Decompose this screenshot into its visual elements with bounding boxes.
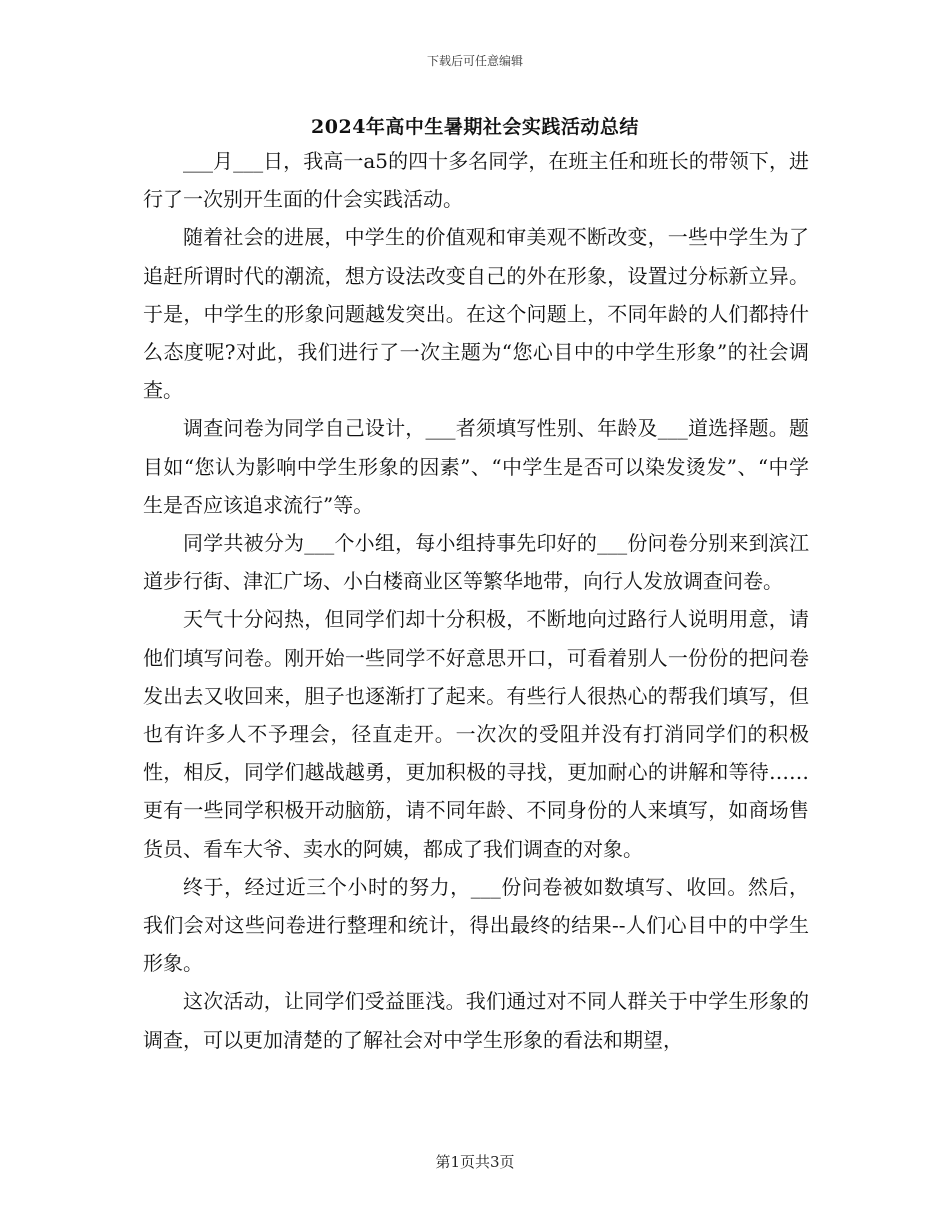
paragraph: 终于，经过近三个小时的努力，___份问卷被如数填写、收回。然后，我们会对这些问卷进行整理和统计，得出最终的结果--人们心目中的中学生形象。 [143, 874, 809, 976]
paragraph: 同学共被分为___个小组，每小组持事先印好的___份问卷分别来到滨江道步行街、津汇广场、小白楼商业区等繁华地带，向行人发放调查问卷。 [143, 531, 809, 594]
page-header-note: 下载后可任意编辑 [426, 54, 523, 68]
paragraph: 这次活动，让同学们受益匪浅。我们通过对不同人群关于中学生形象的调查，可以更加清楚的了解社会对中学生形象的看法和期望， [143, 989, 809, 1052]
paragraph: 调查问卷为同学自己设计，___者须填写性别、年龄及___道选择题。题目如“您认为影响中学生形象的因素”、“中学生是否可以染发烫发”、“中学生是否应该追求流行”等。 [143, 416, 809, 517]
document-title: 2024年高中生暑期社会实践活动总结 [311, 116, 639, 138]
paragraph: 随着社会的进展，中学生的价值观和审美观不断改变，一些中学生为了追赶所谓时代的潮流，想方设法改变自己的外在形象，设置过分标新立异。于是，中学生的形象问题越发突出。在这个问题上，不同年龄的人们都持什么态度呢?对此，我们进行了一次主题为“您心目中的中学生形象”的社会调查。 [143, 225, 809, 403]
page-number: 第1页共3页 [435, 1153, 515, 1171]
paragraph: ___月___日，我高一a5的四十多名同学，在班主任和班长的带领下，进行了一次别开生面的什会实践活动。 [143, 149, 809, 212]
document-body [143, 142, 809, 1059]
paragraph: 天气十分闷热，但同学们却十分积极，不断地向过路行人说明用意，请他们填写问卷。刚开始一些同学不好意思开口，可看着别人一份份的把问卷发出去又收回来，胆子也逐渐打了起来。有些行人很热心的帮我们填写，但也有许多人不予理会，径直走开。一次次的受阻并没有打消同学们的积极性，相反，同学们越战越勇，更加积极的寻找，更加耐心的讲解和等待……更有一些同学积极开动脑筋，请不同年龄、不同身份的人来填写，如商场售货员、看车大爷、卖水的阿姨，都成了我们调查的对象。 [143, 607, 809, 861]
